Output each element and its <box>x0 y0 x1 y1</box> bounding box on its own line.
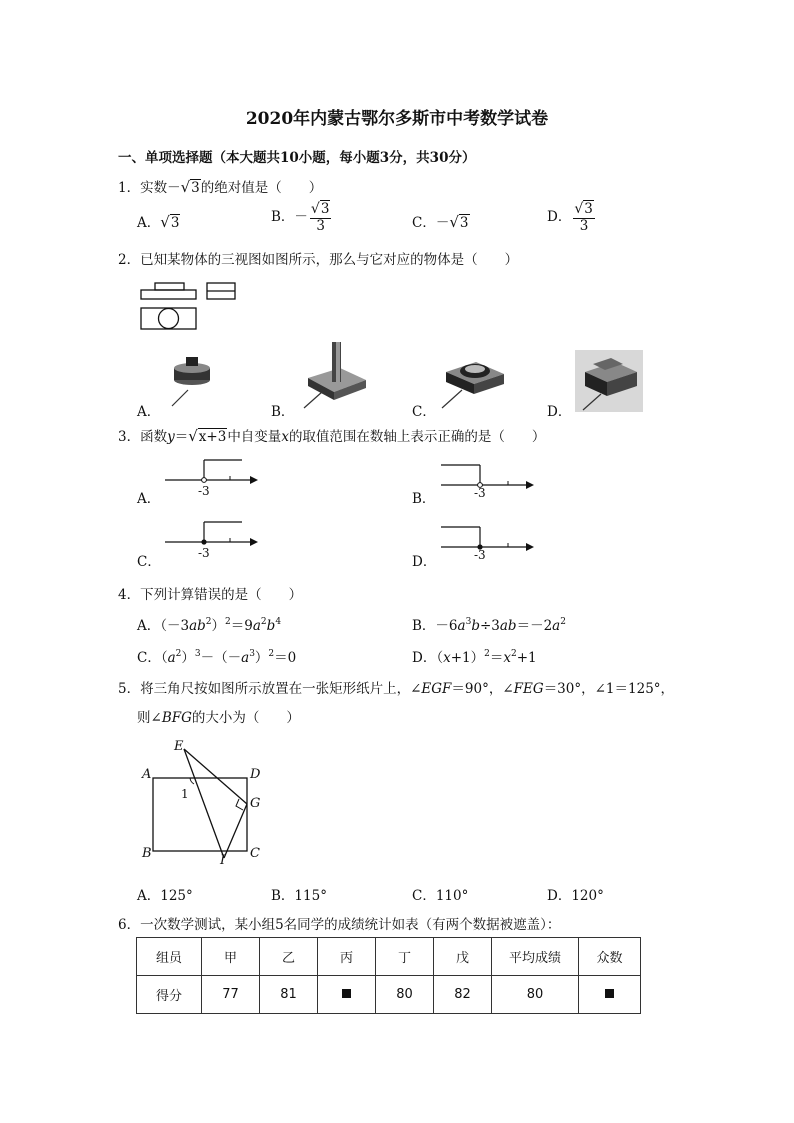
question-4-option-c[interactable]: C．$(a^2)^3-(-a^3)^2=0$ <box>137 649 297 666</box>
question-4-stem: 4．下列计算错误的是（ ） <box>118 587 303 603</box>
table-cell: 80 <box>376 976 434 1014</box>
question-1-option-b[interactable]: B．－ $\frac{√3}{3}$ <box>271 201 330 234</box>
question-1-stem: 1．实数－√3的绝对值是（ ） <box>118 178 323 196</box>
table-header-cell: 乙 <box>260 938 318 976</box>
solid-b-image <box>300 338 370 410</box>
tick-label-d: -3 <box>474 548 486 562</box>
question-5-option-a[interactable]: A．125° <box>137 888 193 904</box>
number-line-c <box>160 517 260 562</box>
question-5-option-c[interactable]: C．110° <box>412 888 469 904</box>
question-5-option-d[interactable]: D．120° <box>547 888 604 904</box>
table-cell: 80 <box>492 976 579 1014</box>
table-header-row <box>137 938 641 976</box>
solid-a-image <box>168 350 218 410</box>
table-cell: 81 <box>260 976 318 1014</box>
table-header-cell: 甲 <box>202 938 260 976</box>
question-3-option-c[interactable]: C． <box>137 554 161 570</box>
table-cell: 82 <box>434 976 492 1014</box>
page-title: 2020年内蒙古鄂尔多斯市中考数学试卷 <box>245 109 549 129</box>
table-cell-covered <box>318 976 376 1014</box>
figure-label-b: B <box>142 846 152 861</box>
number-line-a <box>160 455 260 500</box>
question-6-stem: 6．一次数学测试，某小组5名同学的成绩统计如表（有两个数据被遮盖）： <box>118 917 561 933</box>
table-row-label: 得分 <box>137 976 202 1014</box>
tick-label-c: -3 <box>198 546 210 560</box>
number-line-d <box>436 522 536 567</box>
figure-label-g: G <box>250 796 261 811</box>
question-5-stem-line-2: 则∠BFG的大小为（ ） <box>137 710 300 726</box>
question-2-option-c[interactable]: C． <box>412 404 436 420</box>
table-row <box>137 976 641 1014</box>
table-header-cell: 众数 <box>579 938 641 976</box>
table-header-cell: 平均成绩 <box>492 938 579 976</box>
question-1-option-a[interactable]: A．√3 <box>137 213 180 231</box>
tick-label-b: -3 <box>474 486 486 500</box>
covered-block-icon <box>342 989 351 998</box>
question-5-option-b[interactable]: B．115° <box>271 888 327 904</box>
figure-label-a: A <box>142 767 152 782</box>
question-3-option-b[interactable]: B． <box>412 491 436 507</box>
section-heading: 一、单项选择题（本大题共10小题，每小题3分，共30分） <box>118 150 476 166</box>
three-view-drawing <box>140 280 240 332</box>
figure-label-e: E <box>174 739 184 754</box>
solid-c-image <box>440 348 510 410</box>
score-table <box>136 937 641 1014</box>
figure-label-i: I <box>220 853 226 868</box>
question-4-option-a[interactable]: A．$(-3ab^2)^2=9a^2b^4$ <box>137 617 282 634</box>
question-4-option-b[interactable]: B．$-6a^3b\div 3ab=-2a^2$ <box>412 617 566 634</box>
table-cell-covered <box>579 976 641 1014</box>
question-2-option-b[interactable]: B． <box>271 404 295 420</box>
question-5-stem: 5．将三角尺按如图所示放置在一张矩形纸片上，∠EGF＝90°，∠FEG＝30°，∠1＝125°， <box>118 681 675 697</box>
question-3-option-a[interactable]: A． <box>137 491 161 507</box>
table-header-cell: 丙 <box>318 938 376 976</box>
question-1-option-d[interactable]: D． $\frac{√3}{3}$ <box>547 201 593 234</box>
number-line-b <box>436 460 536 505</box>
question-3-option-d[interactable]: D． <box>412 554 437 570</box>
question-1-option-c[interactable]: C．－√3 <box>412 213 469 231</box>
figure-label-c: C <box>250 846 260 861</box>
table-header-cell: 丁 <box>376 938 434 976</box>
figure-label-d: D <box>250 767 261 782</box>
table-header-cell: 组员 <box>137 938 202 976</box>
question-3-stem: 3．函数y＝√x+3中自变量x的取值范围在数轴上表示正确的是（ ） <box>118 427 546 445</box>
figure-label-angle-1: 1 <box>181 787 189 801</box>
question-2-option-d[interactable]: D． <box>547 404 572 420</box>
tick-label-a: -3 <box>198 484 210 498</box>
question-4-option-d[interactable]: D．$(x+1)^2=x^2+1$ <box>412 649 537 666</box>
table-cell: 77 <box>202 976 260 1014</box>
table-header-cell: 戊 <box>434 938 492 976</box>
solid-d-image <box>575 350 643 412</box>
question-2-option-a[interactable]: A． <box>137 404 161 420</box>
question-2-stem: 2．已知某物体的三视图如图所示，那么与它对应的物体是（ ） <box>118 252 519 268</box>
covered-block-icon <box>605 989 614 998</box>
